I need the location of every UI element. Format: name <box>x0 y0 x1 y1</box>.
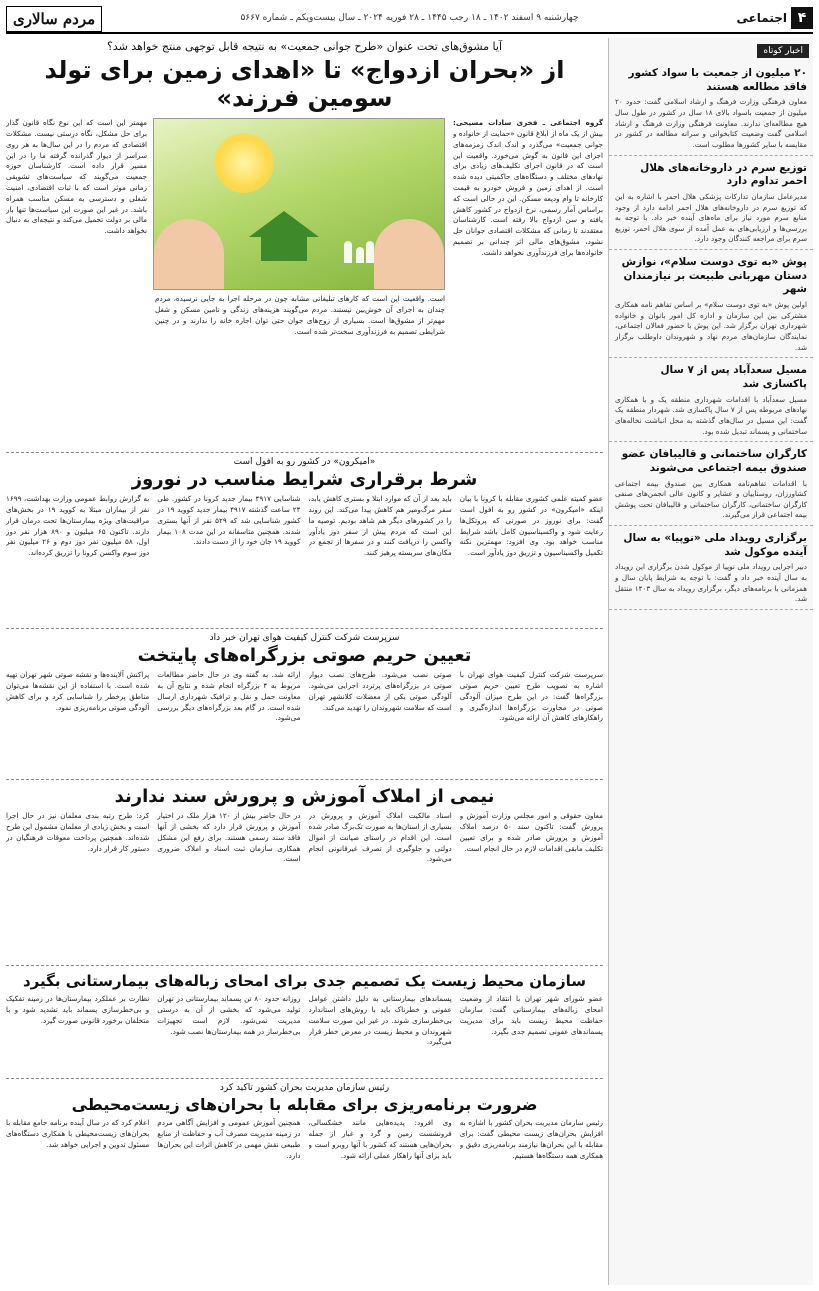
sidebar-item <box>609 61 813 156</box>
story-column: صوتی نصب می‌شود. طرح‌های نصب دیوار صوتی در بزرگراه‌های پرتردد اجرایی می‌شود. آلودگی صوتی یکی از معضلات کلانشهر تهران است که سلامت شهروندان را تهدید می‌کند. <box>308 670 452 712</box>
family-figure-icon <box>366 241 374 263</box>
news-brief-sidebar <box>608 38 813 1285</box>
story-kicker: رئیس سازمان مدیریت بحران کشور تاکید کرد <box>219 1083 390 1094</box>
story-headline: شرط برقراری شرایط مناسب در نوروز <box>131 469 478 491</box>
story-headline: تعیین حریم صوتی بزرگراه‌های پایتخت <box>137 645 472 667</box>
sidebar-item-body: با اقدامات تفاهم‌نامه همکاری بین صندوق بیمه اجتماعی کشاورزان، روستاییان و عشایر و کانون عالی انجمن‌های صنفی کارگران ساختمانی، کارگران ساختمانی و قالیبافان تحت پوشش بیمه اجتماعی قرار می‌گیرند. <box>615 478 807 520</box>
sidebar-item-body: دبیر اجرایی رویداد ملی نوپیا از موکول شدن برگزاری این رویداد به سال آینده خبر داد و گفت: با توجه به شرایط پایان سال و همزمانی با برنامه‌های دیگر، برگزاری رویداد به سال ۱۴۰۳ منتقل شد. <box>615 562 807 604</box>
story-headline: نیمی از املاک آموزش و پرورش سند ندارند <box>114 786 495 808</box>
story-column: معاون حقوقی و امور مجلس وزارت آموزش و پرورش گفت: تاکنون سند ۵۰ درصد املاک آموزش و پرورش صادر شده و برای تعیین تکلیف مابقی اقدامات لازم در حال انجام است. <box>459 811 603 853</box>
lead-kicker: آیا مشوق‌های تحت عنوان «طرح جوانی جمعیت» به نتیجه قابل توجهی منتج خواهد شد؟ <box>106 40 503 53</box>
story-column: وی افزود: پدیده‌هایی مانند خشکسالی، فرونشست زمین و گرد و غبار از جمله بحران‌هایی هستند که کشور با آنها روبرو است و باید برای آنها راهکار عملی ارائه شود. <box>308 1118 452 1160</box>
sun-icon <box>214 133 274 193</box>
story-omicron <box>6 452 603 624</box>
story-column: روزانه حدود ۸۰ تن پسماند بیمارستانی در تهران تولید می‌شود که بخشی از آن به درستی مدیریت نمی‌شود. لازم است تجهیزات بی‌خطرساز در همه بیمارستان‌ها نصب شود. <box>157 994 301 1036</box>
section-tab <box>736 6 813 30</box>
sidebar-item <box>609 358 813 442</box>
newspaper-logo: مردم سالاری <box>6 6 102 32</box>
story-column: اسناد مالکیت املاک آموزش و پرورش در بسیاری از استان‌ها به صورت تک‌برگ صادر شده است. این اقدام در راستای صیانت از اموال دولتی و جلوگیری از تصرف غیرقانونی انجام می‌شود. <box>308 811 452 864</box>
story-column: کرد: طرح رتبه بندی معلمان نیز در حال اجرا است و بخش زیادی از معلمان مشمول این طرح شده‌اند. همچنین پرداخت معوقات فرهنگیان در دستور کار قرار دارد. <box>6 811 150 853</box>
story-kicker: «امیکرون» در کشور رو به افول است <box>233 457 376 468</box>
sidebar-item <box>609 250 813 358</box>
story-column: پسماندهای بیمارستانی به دلیل داشتن عوامل عفونی و خطرناک باید با روش‌های استاندارد بی‌خطرسازی شوند. در غیر این صورت سلامت شهروندان و محیط زیست در معرض خطر قرار می‌گیرد. <box>308 994 452 1047</box>
story-column: سرپرست شرکت کنترل کیفیت هوای تهران با اشاره به تصویب طرح تعیین حریم صوتی بزرگراه‌ها گفت: در این طرح میزان آلودگی صوتی در مجاورت بزرگراه‌ها اندازه‌گیری و راهکارهای کاهش آن ارائه می‌شود. <box>459 670 603 723</box>
story-column: نظارت بر عملکرد بیمارستان‌ها در زمینه تفکیک و بی‌خطرسازی پسماند باید تشدید شود و با متخلفان برخورد قانونی صورت گیرد. <box>6 994 150 1025</box>
hand-icon <box>374 219 444 289</box>
story-column: شناسایی ۴۹۱۷ بیمار جدید کرونا در کشور. طی ۲۴ ساعت گذشته ۴۹۱۷ بیمار جدید کووید ۱۹ در کشور شناسایی شد که ۵۲۹ نفر از آنها بستری شدند. همچنین متاسفانه در این مدت ۱۰۸ بیمار کووید ۱۹ جان خود را از دست دادند. <box>157 494 301 547</box>
section-name: اجتماعی <box>736 11 787 25</box>
lead-headline: از «بحران ازدواج» تا «اهدای زمین برای تولد سومین فرزند» <box>44 56 565 112</box>
sidebar-item <box>609 442 813 526</box>
sidebar-item-title: کارگران ساختمانی و قالیبافان عضو صندوق بیمه اجتماعی می‌شوند <box>621 448 807 474</box>
story-column: اعلام کرد که در سال آینده برنامه جامع مقابله با بحران‌های زیست‌محیطی با همکاری دستگاه‌های مسئول تدوین و اجرایی خواهد شد. <box>6 1118 150 1149</box>
sidebar-item-title: مسیل سعدآباد پس از ۷ سال پاکسازی شد <box>660 364 807 390</box>
lead-byline: گروه اجتماعی ـ فخری سادات مسیحی: <box>453 118 603 128</box>
story-column: همچنین آموزش عمومی و افزایش آگاهی مردم در زمینه مدیریت مصرف آب و حفاظت از منابع طبیعی نقش مهمی در کاهش اثرات این بحران‌ها دارد. <box>157 1118 301 1160</box>
sidebar-item-title: ۲۰ میلیون از جمعیت با سواد کشور فاقد مطالعه هستند <box>628 67 807 93</box>
sidebar-item <box>609 526 813 610</box>
story-column: باید بعد از آن که موارد ابتلا و بستری کاهش یابد، سفر مرگ‌ومیر هم کاهش پیدا می‌کند. این روند را در کشورهای دیگر هم شاهد بودیم. توصیه ما این است که مردم پیش از سفر دوز یادآور واکسن را دریافت کنند و در سفرها از تجمع در مکان‌های سربسته پرهیز کنند. <box>308 494 452 558</box>
sidebar-item-body: معاون فرهنگی وزارت فرهنگ و ارشاد اسلامی گفت: حدود ۲۰ میلیون از جمعیت باسواد بالای ۱۸ سال در کشور در طول سال هیچ مطالعه‌ای ندارند. معاونت فرهنگی وزارت فرهنگ و ارشاد اسلامی گفت وضعیت کتابخوانی و سرانه مطالعه در کشور در مقایسه با سایر کشورها مطلوب است. <box>615 97 808 149</box>
story-column: به گزارش روابط عمومی وزارت بهداشت، ۱۶۹۹ نفر از بیماران مبتلا به کووید ۱۹ در بخش‌های مراقبت‌های ویژه بیمارستان‌ها تحت درمان قرار دارند. تاکنون ۶۵ میلیون و ۸۹۰ هزار نفر دوز اول، ۵۸ میلیون نفر دوز دوم و ۲۶ میلیون نفر دوز سوم واکسن کرونا را تزریق کرده‌اند. <box>6 494 150 558</box>
story-column: در حال حاضر بیش از ۱۲۰ هزار ملک در اختیار آموزش و پرورش قرار دارد که بخشی از آنها فاقد سند رسمی هستند. برای رفع این مشکل همکاری سازمان ثبت اسناد و املاک ضروری است. <box>157 811 301 864</box>
family-figure-icon <box>344 241 352 263</box>
lead-column-middle: است. واقعیت این است که کارهای تبلیغاتی مشابه چون در مرحله اجرا به جایی نرسیده، مردم چندان به اجرای آن خوش‌بین نیستند. مردم می‌گویند هزینه‌های زندگی و تامین مسکن و شغل مهم‌تر از مشوق‌ها است. بسیاری از زوج‌های جوان حتی توان اجاره خانه را ندارند و در چنین شرایطی تصمیم به فرزندآوری سخت‌تر شده است. <box>155 294 445 336</box>
story-kicker: سرپرست شرکت کنترل کیفیت هوای تهران خبر داد <box>209 633 400 644</box>
sidebar-badge: اخبار کوتاه <box>757 44 809 58</box>
story-column: عضو شورای شهر تهران با انتقاد از وضعیت امحای زباله‌های بیمارستانی گفت: سازمان حفاظت محیط زیست باید برای مدیریت پسماندهای عفونی تصمیم جدی بگیرد. <box>459 994 603 1036</box>
sidebar-item-title: پوش «به توی دوست سلام»، نوازش دستان مهربانی طبیعت بر نیازمندان شهر <box>621 256 807 296</box>
sidebar-item-body: اولین پوش «به توی دوست سلام» بر اساس تفاهم نامه همکاری مشترکی بین این سازمان و اداره کل امور بانوان و خانواده شهرداری تهران برگزار شد. این پوش با حضور فعالان اجتماعی، نمایندگان سازمان‌های مردم نهاد و شهروندان داوطلب برگزار شد. <box>615 300 807 352</box>
sidebar-item-body: مسیل سعدآباد با اقدامات شهرداری منطقه یک و با همکاری نهادهای مربوطه پس از ۷ سال پاکسازی شد. شهردار منطقه یک گفت: این مسیل در سال‌های گذشته به محل انباشت نخاله‌های ساختمانی و پسماند تبدیل شده بود. <box>615 394 808 436</box>
story-column: عضو کمیته علمی کشوری مقابله با کرونا با بیان اینکه «امیکرون» در کشور رو به افول است گفت: برای نوروز در صورتی که پروتکل‌ها رعایت شود و واکسیناسیون کامل باشد شرایط مناسب خواهد بود. وی افزود: مهمترین نکته تکمیل واکسیناسیون و تزریق دوز یادآور است. <box>459 494 603 558</box>
lead-story <box>6 118 603 448</box>
story-headline: سازمان محیط زیست یک تصمیم جدی برای امحای زباله‌های بیمارستانی بگیرد <box>22 972 586 991</box>
story-column: رئیس سازمان مدیریت بحران کشور با اشاره به افزایش بحران‌های زیست محیطی گفت: برای مقابله با این بحران‌ها نیازمند برنامه‌ریزی دقیق و همکاری همه دستگاه‌ها هستیم. <box>459 1118 603 1160</box>
lead-center <box>155 118 445 448</box>
dateline: چهارشنبه ۹ اسفند ۱۴۰۲ ـ ۱۸ رجب ۱۴۴۵ ـ ۲۸ فوریه ۲۰۲۴ ـ سال بیست‌ویکم ـ شماره ۵۶۶۷ <box>240 13 579 23</box>
page-number: ۴ <box>791 7 813 29</box>
sidebar-item-body: مدیرعامل سازمان تدارکات پزشکی هلال احمر با اشاره به این که توزیع سرم در داروخانه‌های هلال احمر ادامه دارد از وجود منابع سرم مورد نیاز برای ماه‌های آینده خبر داد. با توجه به بررسی‌ها و ارزیابی‌های به عمل آمده از سوی هلال احمر، توزیع سرم برای مراجعه کنندگان وجود دارد. <box>615 191 807 244</box>
sidebar-item-title: توزیع سرم در داروخانه‌های هلال احمر تداوم دارد <box>640 161 807 188</box>
hand-icon <box>154 219 224 289</box>
sidebar-item <box>609 156 813 251</box>
story-hospital-waste <box>6 965 603 1074</box>
lead-column-right <box>453 118 603 448</box>
lead-column-left: مهمتر این است که این نوع نگاه قانون گذار برای حل مشکل، نگاه درستی نیست. مشکلات اقتصادی که مردم را در این سال‌ها به هر روی سراسر از دیوار گذرانده گرفته ما را در این مسیر قرار داده است. کارشناسان حوزه جمعیت می‌گویند که سیاست‌های تشویقی زمانی موثر است که با ثبات اقتصادی، امنیت شغلی و دسترسی به مسکن مناسب همراه باشد. در غیر این صورت این سیاست‌ها تنها بار مالی بر دولت تحمیل می‌کند و نتیجه‌ای به دنبال نخواهد داشت. <box>6 118 147 236</box>
sidebar-item-title: برگزاری رویداد ملی «نوپیا» به سال آینده موکول شد <box>623 532 807 558</box>
story-headline: ضرورت برنامه‌ریزی برای مقابله با بحران‌های زیست‌محیطی <box>71 1095 538 1115</box>
story-environment-crisis <box>6 1078 603 1198</box>
story-education-property <box>6 779 603 961</box>
main-content <box>6 38 603 1285</box>
house-icon <box>249 211 319 261</box>
family-figure-icon <box>356 247 364 263</box>
story-noise <box>6 628 603 775</box>
lead-text-right: بیش از یک ماه از ابلاغ قانون «حمایت از خانواده و جوانی جمعیت» می‌گذرد و اندک اندک زمزمه‌های اجرای این قانون به گوش می‌خورد. واقعیت این است که در قانون اجرای تکلیف‌های زیادی برای نهادهای مختلف و دستگاه‌های حاکمیتی دیده شده است. از اهدای زمین و فروش خودرو به قیمت کارخانه تا وام ودیعه مسکن. این در حالی است که براساس آمار رسمی، نرخ ازدواج در کشور کاهش یافته و سن ازدواج بالا رفته است. کارشناسان معتقدند تا زمانی که مشکلات اقتصادی جوانان حل نشود، مشوق‌های مالی اثر چندانی بر تصمیم خانواده‌ها برای فرزندآوری نخواهد داشت. <box>453 128 603 257</box>
story-column: پراکنش آلاینده‌ها و نقشه صوتی شهر تهران تهیه شده است. با استفاده از این نقشه‌ها می‌توان مناطق پرخطر را شناسایی کرد و برای کاهش آلودگی صوتی برنامه‌ریزی نمود. <box>6 670 150 712</box>
masthead <box>6 6 813 34</box>
lead-photo <box>153 118 445 290</box>
story-column: ارائه شد. به گفته وی در حال حاضر مطالعات مربوط به ۴ بزرگراه انجام شده و نتایج آن به معاونت حمل و نقل و ترافیک شهرداری ارسال شده است. در گام بعد بزرگراه‌های دیگر بررسی می‌شود. <box>157 670 301 723</box>
